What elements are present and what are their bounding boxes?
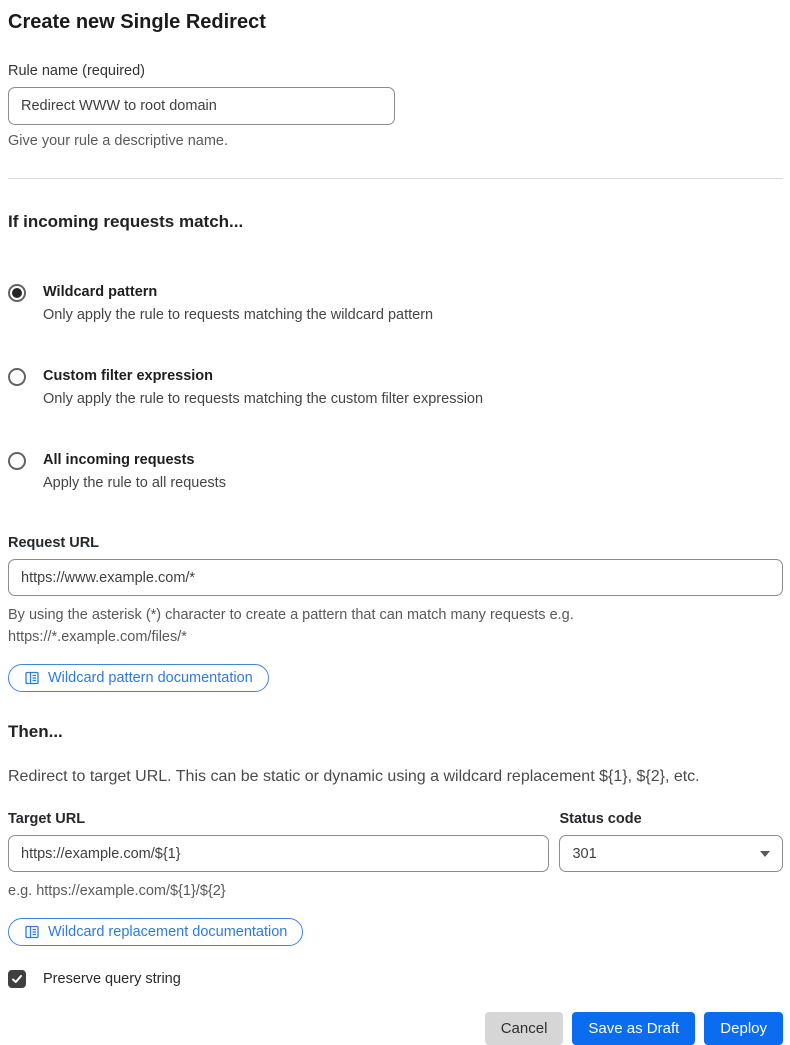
then-description: Redirect to target URL. This can be static or dynamic using a wildcard replacement ${1}, ${2}, etc. (8, 768, 700, 785)
match-type-radio-group (8, 281, 783, 495)
then-section-heading: Then... (8, 722, 63, 741)
radio-description: Only apply the rule to requests matching the wildcard pattern (43, 307, 434, 323)
match-section-heading: If incoming requests match... (8, 212, 244, 231)
footer-actions (8, 1012, 783, 1045)
chevron-down-icon (760, 851, 770, 857)
save-as-draft-button[interactable]: Save as Draft (572, 1012, 695, 1045)
target-url-help: e.g. https://example.com/${1}/${2} (8, 883, 226, 899)
target-url-input[interactable] (8, 835, 549, 872)
preserve-query-string-label: Preserve query string (43, 971, 181, 987)
rule-name-input[interactable] (8, 87, 395, 125)
radio-option-custom-filter-expression[interactable] (8, 365, 783, 411)
request-url-help: By using the asterisk (*) character to create a pattern that can match many requests e.g. https://*.example.com/files/* (8, 607, 574, 645)
radio-option-all-incoming-requests[interactable] (8, 449, 783, 495)
radio-button[interactable] (8, 368, 26, 386)
radio-label: Custom filter expression (43, 368, 214, 384)
preserve-query-string-row[interactable] (8, 970, 783, 988)
open-book-icon (24, 924, 40, 940)
section-divider (8, 178, 783, 179)
radio-description: Only apply the rule to requests matching the custom filter expression (43, 391, 484, 407)
request-url-input[interactable] (8, 559, 783, 596)
status-code-value: 301 (572, 845, 597, 862)
radio-option-wildcard-pattern[interactable] (8, 281, 783, 327)
check-icon (11, 973, 23, 985)
target-url-label: Target URL (8, 811, 86, 827)
open-book-icon (24, 670, 40, 686)
status-code-label: Status code (559, 811, 642, 827)
radio-button[interactable] (8, 452, 26, 470)
target-and-status-row (8, 809, 783, 872)
radio-label: Wildcard pattern (43, 284, 158, 300)
deploy-button[interactable]: Deploy (704, 1012, 783, 1045)
status-code-select[interactable] (559, 835, 783, 872)
request-url-label: Request URL (8, 535, 100, 551)
radio-button[interactable] (8, 284, 26, 302)
wildcard-pattern-docs-button[interactable] (8, 664, 269, 692)
wildcard-replacement-docs-button[interactable] (8, 918, 303, 946)
doc-button-label: Wildcard replacement documentation (48, 924, 288, 940)
radio-description: Apply the rule to all requests (43, 475, 226, 491)
rule-name-help: Give your rule a descriptive name. (8, 133, 229, 149)
page-title: Create new Single Redirect (8, 11, 266, 33)
rule-name-label: Rule name (required) (8, 63, 146, 79)
radio-label: All incoming requests (43, 452, 195, 468)
doc-button-label: Wildcard pattern documentation (48, 670, 253, 686)
cancel-button[interactable]: Cancel (485, 1012, 564, 1045)
preserve-query-string-checkbox[interactable] (8, 970, 26, 988)
